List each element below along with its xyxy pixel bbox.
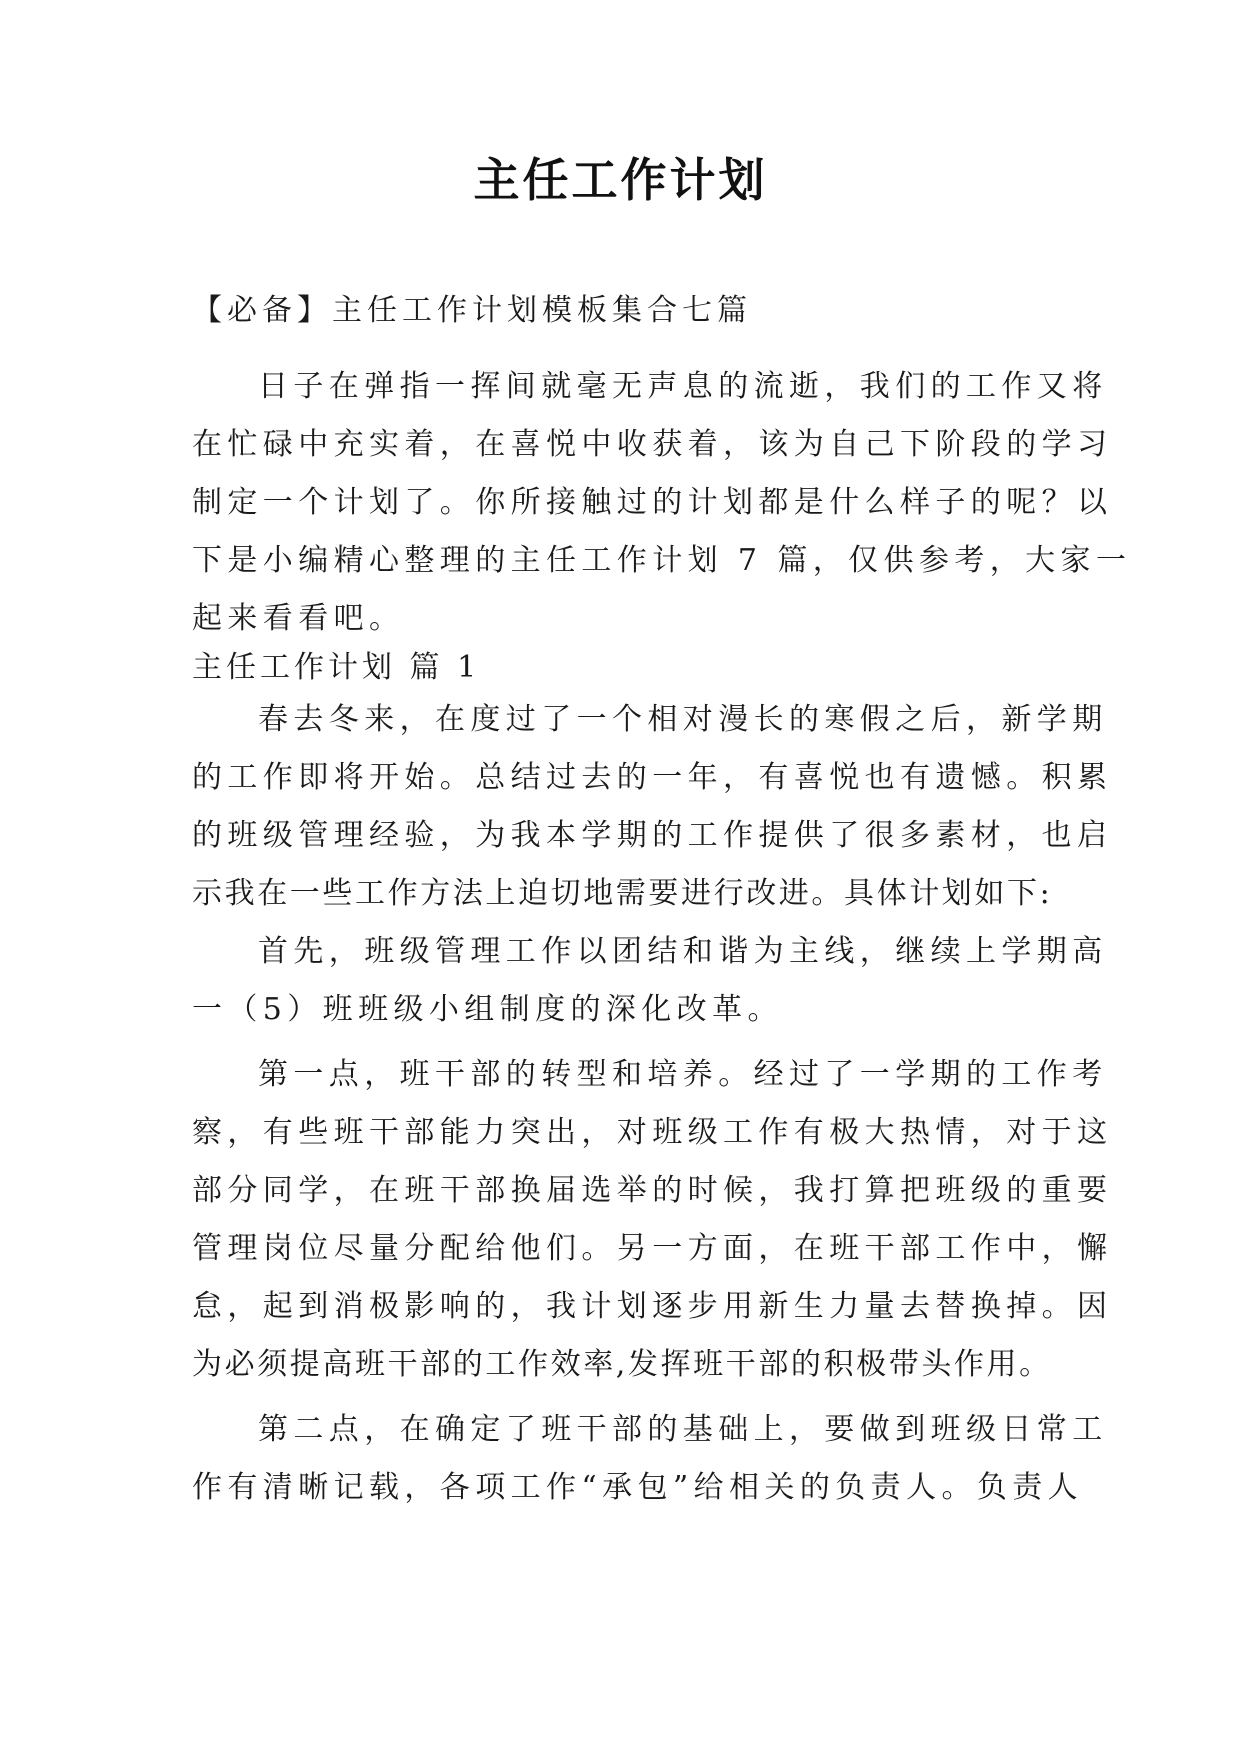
- paragraph-line: 作有清晰记载，各项工作“承包”给相关的负责人。负责人: [192, 1470, 1084, 1505]
- document-subtitle: 【必备】主任工作计划模板集合七篇: [192, 293, 752, 328]
- section-heading: 主任工作计划 篇 1: [192, 650, 481, 685]
- paragraph-line: 怠，起到消极影响的，我计划逐步用新生力量去替换掉。因: [192, 1289, 1113, 1324]
- document-title: 主任工作计划: [473, 153, 768, 207]
- paragraph-line: 第一点，班干部的转型和培养。经过了一学期的工作考: [258, 1057, 1108, 1092]
- paragraph-line: 的工作即将开始。总结过去的一年，有喜悦也有遗憾。积累: [192, 760, 1113, 795]
- paragraph-line: 为必须提高班干部的工作效率,发挥班干部的积极带头作用。: [192, 1347, 1052, 1382]
- paragraph-line: 部分同学，在班干部换届选举的时候，我打算把班级的重要: [192, 1173, 1113, 1208]
- paragraph-line: 第二点，在确定了班干部的基础上，要做到班级日常工: [258, 1412, 1108, 1447]
- paragraph-line: 在忙碌中充实着，在喜悦中收获着，该为自己下阶段的学习: [192, 427, 1113, 462]
- paragraph-line: 首先，班级管理工作以团结和谐为主线，继续上学期高: [258, 934, 1108, 969]
- paragraph-line: 制定一个计划了。你所接触过的计划都是什么样子的呢？以: [192, 485, 1113, 520]
- paragraph-line: 一（5）班班级小组制度的深化改革。: [192, 992, 783, 1027]
- paragraph-line: 日子在弹指一挥间就毫无声息的流逝，我们的工作又将: [258, 369, 1108, 404]
- paragraph-line: 春去冬来，在度过了一个相对漫长的寒假之后，新学期: [258, 702, 1108, 737]
- paragraph-line: 察，有些班干部能力突出，对班级工作有极大热情，对于这: [192, 1115, 1113, 1150]
- paragraph-line: 示我在一些工作方法上迫切地需要进行改进。具体计划如下:: [192, 876, 1053, 911]
- paragraph-line: 的班级管理经验，为我本学期的工作提供了很多素材，也启: [192, 818, 1113, 853]
- paragraph-line: 下是小编精心整理的主任工作计划 7 篇，仅供参考，大家一: [192, 543, 1132, 578]
- paragraph-line: 管理岗位尽量分配给他们。另一方面，在班干部工作中，懈: [192, 1231, 1113, 1266]
- paragraph-line: 起来看看吧。: [192, 601, 405, 636]
